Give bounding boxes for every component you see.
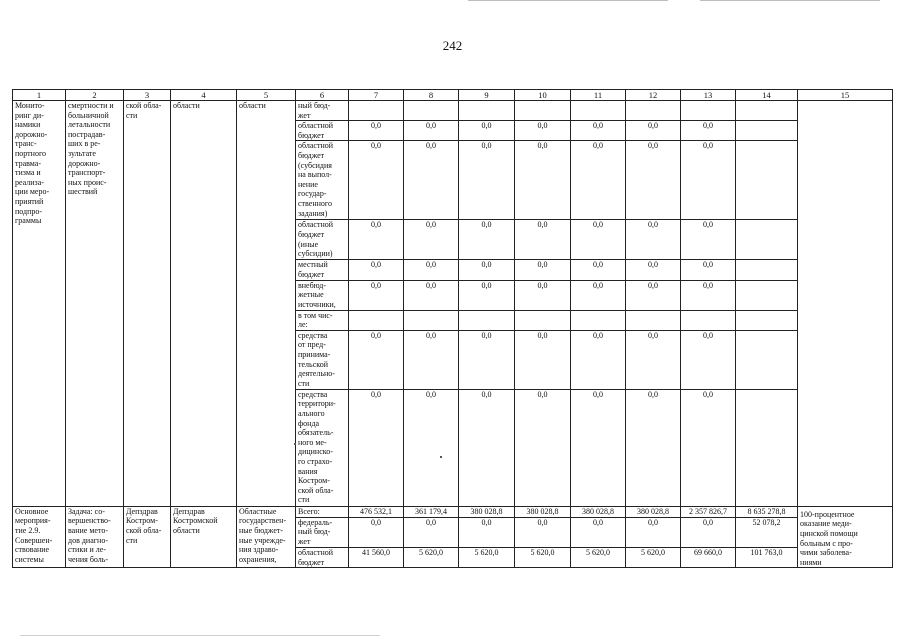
value-cell: 0,0 (626, 280, 681, 310)
value-cell (349, 101, 404, 121)
value-cell: 0,0 (681, 141, 736, 220)
value-cell: 0,0 (459, 260, 515, 280)
funding-source: областной бюджет (иные субсидии) (296, 220, 349, 260)
measure-task: смертности и больничной летальности пострадав- ших в ре- зультате дорожно- транспорт- ных проис- шествий (66, 101, 124, 507)
measure-participants: области (237, 101, 296, 507)
funding-source: средства от пред- принима- тельской деятельно- сти (296, 330, 349, 389)
value-cell: 0,0 (459, 389, 515, 506)
value-cell (736, 260, 798, 280)
value-cell: 380 028,8 (459, 506, 515, 517)
value-cell: 0,0 (626, 517, 681, 547)
column-number: 4 (171, 90, 237, 101)
value-cell: 0,0 (404, 389, 459, 506)
scan-edge-top (468, 0, 668, 1)
value-cell: 0,0 (515, 330, 571, 389)
value-cell (736, 101, 798, 121)
funding-source: средства территори- ального фонда обязатель- ного ме- дицинско- го страхо- вания Костром- ской обла- сти (296, 389, 349, 506)
value-cell (736, 389, 798, 506)
value-cell (681, 310, 736, 330)
value-cell: 0,0 (681, 280, 736, 310)
value-cell: 0,0 (681, 220, 736, 260)
column-number: 15 (798, 90, 893, 101)
value-cell: 0,0 (404, 517, 459, 547)
scan-edge-bottom (20, 635, 380, 636)
value-cell: 0,0 (349, 330, 404, 389)
column-number: 3 (124, 90, 171, 101)
value-cell (459, 310, 515, 330)
column-number: 12 (626, 90, 681, 101)
value-cell: 0,0 (515, 260, 571, 280)
column-number-row (13, 90, 893, 101)
funding-source: областной бюджет (субсидия на выпол- нение государ- ственного задания) (296, 141, 349, 220)
value-cell: 0,0 (571, 141, 626, 220)
value-cell: 0,0 (349, 260, 404, 280)
value-cell: 2 357 826,7 (681, 506, 736, 517)
value-cell: 0,0 (681, 389, 736, 506)
value-cell: 0,0 (571, 220, 626, 260)
value-cell: 0,0 (626, 330, 681, 389)
value-cell: 69 660,0 (681, 547, 736, 567)
value-cell: 0,0 (404, 220, 459, 260)
value-cell: 52 078,2 (736, 517, 798, 547)
value-cell (459, 101, 515, 121)
value-cell: 5 620,0 (571, 547, 626, 567)
funding-source: областной бюджет (296, 547, 349, 567)
table-row (13, 506, 893, 517)
value-cell: 5 620,0 (626, 547, 681, 567)
value-cell: 0,0 (349, 121, 404, 141)
column-number: 7 (349, 90, 404, 101)
value-cell: 0,0 (349, 389, 404, 506)
value-cell (626, 101, 681, 121)
value-cell: 0,0 (626, 141, 681, 220)
value-cell: 0,0 (515, 389, 571, 506)
value-cell: 0,0 (571, 260, 626, 280)
column-number: 1 (13, 90, 66, 101)
value-cell: 0,0 (459, 141, 515, 220)
value-cell: 0,0 (349, 280, 404, 310)
value-cell: 8 635 278,8 (736, 506, 798, 517)
funding-source: Всего: (296, 506, 349, 517)
value-cell: 380 028,8 (626, 506, 681, 517)
page-number: 242 (442, 38, 463, 53)
funding-source: областной бюджет (296, 121, 349, 141)
value-cell (571, 101, 626, 121)
measure-name: Основное мероприя- тие 2.9. Совершен- ствование системы (13, 506, 66, 568)
scan-speck (294, 443, 296, 445)
value-cell: 0,0 (404, 260, 459, 280)
value-cell (349, 310, 404, 330)
value-cell (515, 310, 571, 330)
value-cell (736, 220, 798, 260)
value-cell (571, 310, 626, 330)
column-number: 5 (237, 90, 296, 101)
value-cell: 0,0 (626, 260, 681, 280)
value-cell: 0,0 (459, 121, 515, 141)
value-cell (736, 310, 798, 330)
value-cell: 0,0 (404, 280, 459, 310)
value-cell: 41 560,0 (349, 547, 404, 567)
expected-result: 100-процентное оказание меди- цинской помощи больным с про- чими заболева- ниями (798, 506, 893, 568)
value-cell (626, 310, 681, 330)
column-number: 6 (296, 90, 349, 101)
budget-table (12, 89, 893, 568)
value-cell: 380 028,8 (515, 506, 571, 517)
value-cell: 5 620,0 (404, 547, 459, 567)
value-cell: 0,0 (459, 330, 515, 389)
value-cell: 0,0 (626, 121, 681, 141)
value-cell (736, 121, 798, 141)
value-cell: 101 763,0 (736, 547, 798, 567)
value-cell: 0,0 (626, 389, 681, 506)
value-cell (736, 330, 798, 389)
value-cell (681, 101, 736, 121)
value-cell: 0,0 (404, 121, 459, 141)
value-cell (736, 141, 798, 220)
value-cell: 0,0 (515, 517, 571, 547)
value-cell: 0,0 (459, 220, 515, 260)
measure-coordinator: Депздрав Костром- ской обла- сти (124, 506, 171, 568)
value-cell: 361 179,4 (404, 506, 459, 517)
value-cell: 0,0 (571, 280, 626, 310)
column-number: 2 (66, 90, 124, 101)
funding-source: внебюд- жетные источники, (296, 280, 349, 310)
scan-speck (440, 456, 442, 458)
funding-source: местный бюджет (296, 260, 349, 280)
value-cell: 0,0 (571, 389, 626, 506)
value-cell: 0,0 (404, 141, 459, 220)
column-number: 8 (404, 90, 459, 101)
value-cell: 0,0 (459, 517, 515, 547)
funding-source: ный бюд- жет (296, 101, 349, 121)
column-number: 14 (736, 90, 798, 101)
value-cell (404, 101, 459, 121)
measure-participants: Областные государствен- ные бюджет- ные учрежде- ния здраво- охранения, (237, 506, 296, 568)
value-cell: 0,0 (626, 220, 681, 260)
value-cell: 0,0 (681, 121, 736, 141)
table-row (13, 101, 893, 121)
value-cell: 5 620,0 (515, 547, 571, 567)
value-cell: 0,0 (404, 330, 459, 389)
value-cell: 0,0 (515, 141, 571, 220)
value-cell: 0,0 (681, 517, 736, 547)
value-cell: 0,0 (681, 330, 736, 389)
value-cell: 0,0 (349, 220, 404, 260)
value-cell: 0,0 (349, 517, 404, 547)
funding-source: федераль- ный бюд- жет (296, 517, 349, 547)
scan-edge-top-right (700, 0, 880, 1)
value-cell: 0,0 (515, 220, 571, 260)
value-cell (404, 310, 459, 330)
value-cell: 0,0 (515, 121, 571, 141)
column-number: 11 (571, 90, 626, 101)
measure-executor: области (171, 101, 237, 507)
value-cell: 0,0 (681, 260, 736, 280)
value-cell: 0,0 (571, 330, 626, 389)
column-number: 10 (515, 90, 571, 101)
value-cell (515, 101, 571, 121)
measure-executor: Депздрав Костромской области (171, 506, 237, 568)
value-cell: 0,0 (571, 517, 626, 547)
measure-coordinator: ской обла- сти (124, 101, 171, 507)
value-cell: 380 028,8 (571, 506, 626, 517)
value-cell (736, 280, 798, 310)
result-cell (798, 101, 893, 507)
column-number: 9 (459, 90, 515, 101)
value-cell: 476 532,1 (349, 506, 404, 517)
value-cell: 0,0 (349, 141, 404, 220)
measure-name: Монито- ринг ди- намики дорожно- транс- портного травма- тизма и реализа- ции меро- приятий подпро- граммы (13, 101, 66, 507)
value-cell: 0,0 (515, 280, 571, 310)
value-cell: 0,0 (571, 121, 626, 141)
value-cell: 5 620,0 (459, 547, 515, 567)
value-cell: 0,0 (459, 280, 515, 310)
funding-source: в том чис- ле: (296, 310, 349, 330)
column-number: 13 (681, 90, 736, 101)
measure-task: Задача: со- вершенство- вание мето- дов диагно- стики и ле- чения боль- (66, 506, 124, 568)
